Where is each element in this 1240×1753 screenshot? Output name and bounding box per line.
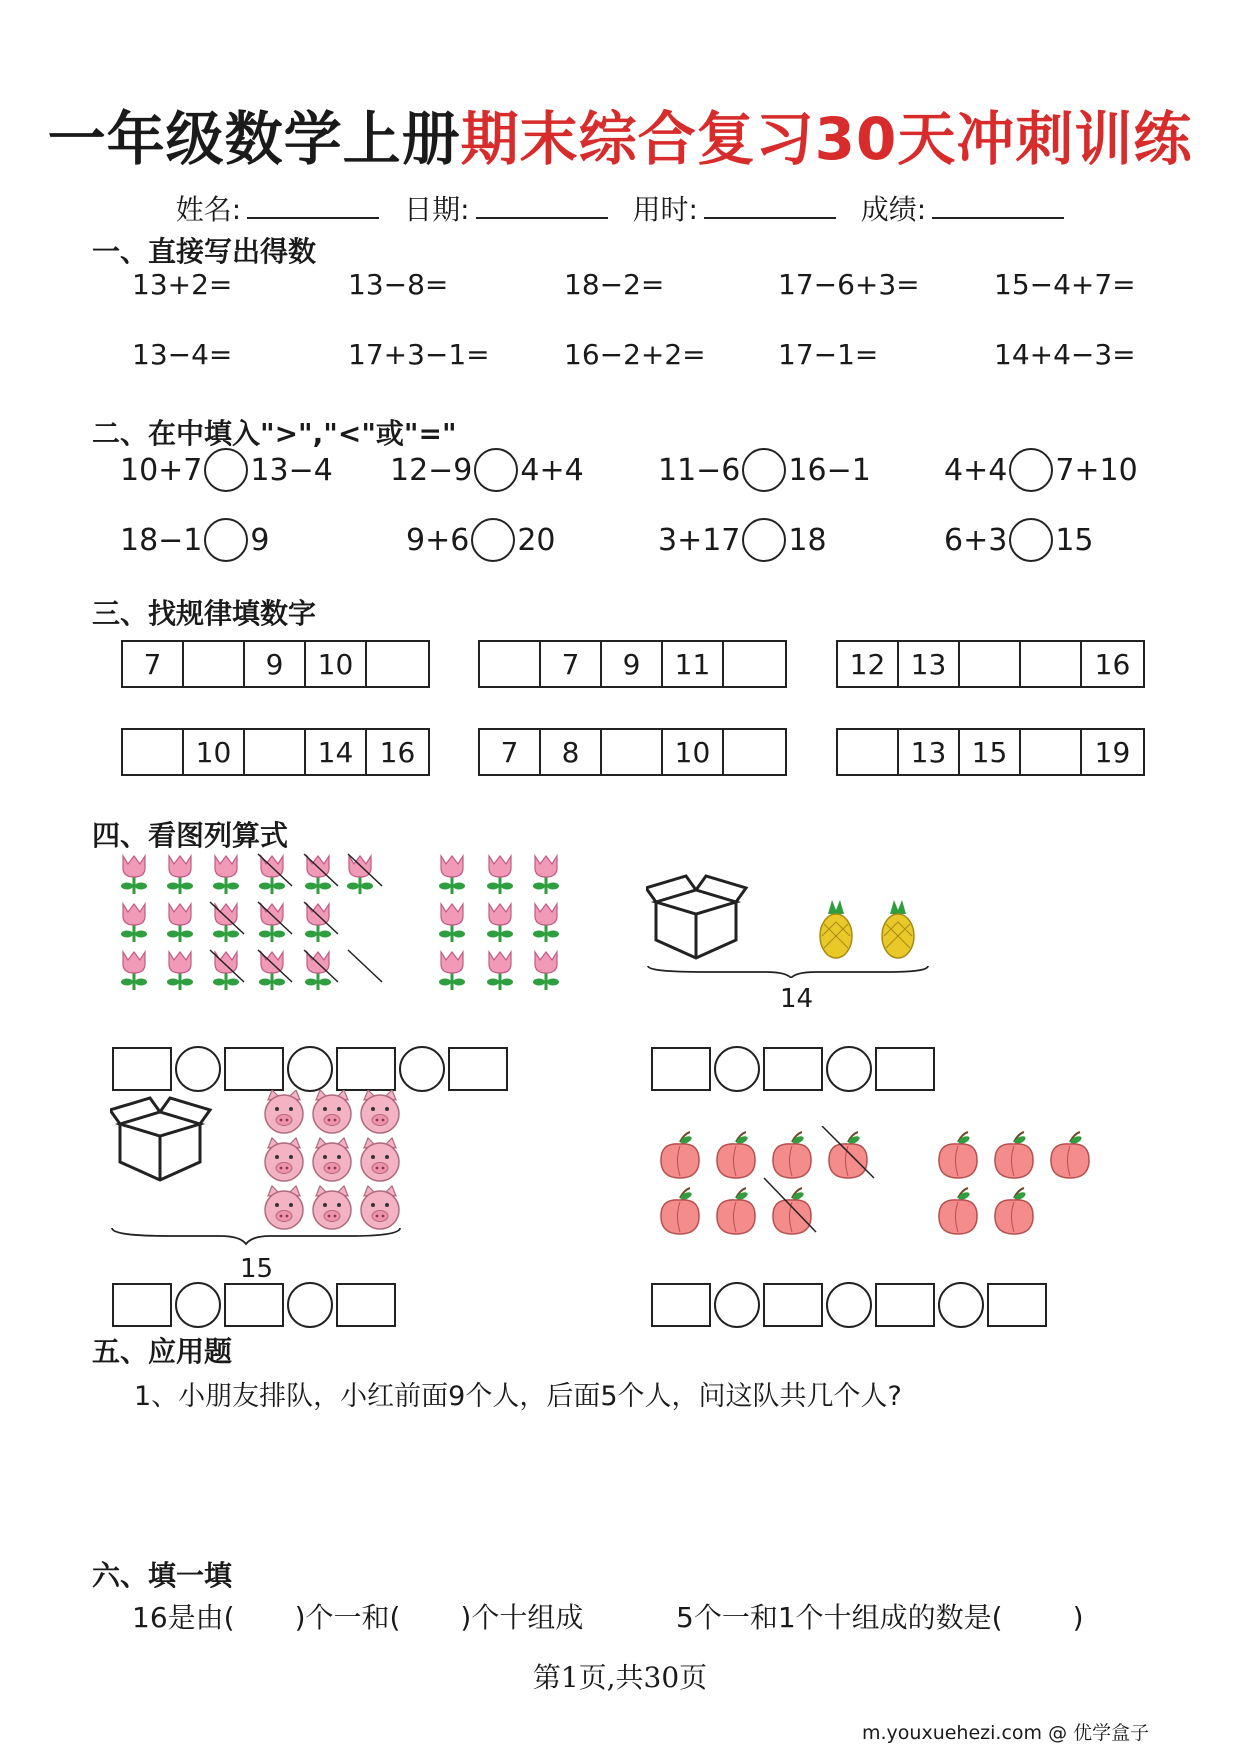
answer-box[interactable] — [224, 1283, 284, 1327]
expr-2-1: 13−4= — [132, 338, 233, 371]
sequence-cell[interactable]: 19 — [1094, 735, 1131, 769]
compare-circle[interactable] — [474, 448, 518, 492]
compare-1-2: 12−9 4+4 — [390, 448, 584, 492]
score-blank[interactable] — [932, 193, 1064, 219]
section6-heading: 六、填一填 — [92, 1559, 233, 1592]
sequence-cell[interactable]: 13 — [899, 730, 960, 774]
flower-icon — [347, 856, 373, 894]
name-blank[interactable] — [247, 193, 379, 219]
compare-2-1: 18−1 9 — [120, 518, 270, 562]
sequence-3 — [836, 640, 1145, 688]
date-field[interactable] — [404, 188, 607, 228]
sequence-cell[interactable]: 10 — [184, 730, 245, 774]
date-label: 日期: — [404, 193, 470, 226]
sequence-cell[interactable]: 13 — [899, 642, 960, 686]
expr-1-3: 18−2= — [564, 268, 665, 301]
operator-circle[interactable] — [714, 1046, 760, 1092]
sequence-cell[interactable] — [602, 730, 663, 774]
section5-heading: 五、应用题 — [92, 1335, 233, 1368]
flower-group-left — [121, 856, 373, 990]
brace-total-1: 14 — [780, 984, 814, 1014]
compare-circle[interactable] — [471, 518, 515, 562]
peach-icon — [773, 1188, 811, 1234]
score-label: 成绩: — [860, 193, 927, 226]
peaches-picture — [650, 1126, 1110, 1256]
title-red: 期末综合复习30天冲刺训练 — [460, 105, 1193, 173]
flower-icon — [121, 952, 147, 990]
flower-icon — [533, 904, 559, 942]
pig-icon — [313, 1186, 351, 1229]
section4-heading: 四、看图列算式 — [92, 819, 289, 852]
box-icon — [110, 1098, 210, 1180]
pig-icon — [361, 1186, 399, 1229]
watermark: m.youxuehezi.com @ 优学盒子 — [862, 1722, 1150, 1744]
operator-circle[interactable] — [826, 1046, 872, 1092]
answer-box[interactable] — [651, 1047, 711, 1091]
page-number: 第1页,共30页 — [532, 1661, 708, 1694]
compare-2-4: 6+3 15 — [944, 518, 1094, 562]
compare-2-2: 9+6 20 — [406, 518, 556, 562]
sequence-4 — [121, 728, 430, 776]
flower-icon — [487, 952, 513, 990]
answer-box[interactable] — [763, 1047, 823, 1091]
answer-box[interactable] — [651, 1283, 711, 1327]
box-icon — [646, 876, 746, 958]
compare-circle[interactable] — [742, 448, 786, 492]
peach-icon — [995, 1188, 1033, 1234]
sequence-cell[interactable]: 7 — [480, 730, 541, 774]
box-pineapple-picture — [646, 868, 946, 978]
sequence-1 — [121, 640, 430, 688]
answer-box[interactable] — [987, 1283, 1047, 1327]
pig-icon — [313, 1090, 351, 1133]
sequence-cell[interactable]: 8 — [541, 730, 602, 774]
sequence-cell[interactable] — [838, 730, 899, 774]
fill-blank-2: 5个一和1个十组成的数是( ) — [676, 1601, 1084, 1634]
sequence-cell[interactable] — [724, 642, 785, 686]
time-field[interactable] — [632, 188, 835, 228]
flower-icon — [121, 856, 147, 894]
sequence-cell[interactable] — [960, 642, 1021, 686]
sequence-cell[interactable] — [1021, 730, 1082, 774]
sequence-cell[interactable]: 16 — [1094, 647, 1131, 681]
compare-1-1: 10+7 13−4 — [120, 448, 333, 492]
score-field[interactable] — [861, 188, 1064, 228]
operator-circle[interactable] — [175, 1046, 221, 1092]
sequence-5 — [478, 728, 787, 776]
sequence-2 — [478, 640, 787, 688]
expr-2-3: 16−2+2= — [564, 338, 706, 371]
peach-icon — [995, 1132, 1033, 1178]
sequence-cell[interactable]: 9 — [602, 642, 663, 686]
date-blank[interactable] — [476, 193, 608, 219]
flower-icon — [487, 856, 513, 894]
pig-icon — [265, 1090, 303, 1133]
brace-2-svg — [110, 1226, 410, 1256]
peach-icon — [661, 1132, 699, 1178]
sequence-cell[interactable] — [367, 642, 428, 686]
student-info-row — [0, 188, 1240, 228]
sequence-6 — [836, 728, 1145, 776]
section2-heading: 二、在中填入">","<"或"=" — [92, 417, 457, 450]
time-blank[interactable] — [704, 193, 836, 219]
operator-circle[interactable] — [938, 1282, 984, 1328]
sequence-cell[interactable]: 11 — [663, 642, 724, 686]
time-label: 用时: — [632, 193, 698, 226]
expr-2-4: 17−1= — [778, 338, 879, 371]
compare-circle[interactable] — [204, 518, 248, 562]
flower-icon — [439, 904, 465, 942]
operator-circle[interactable] — [714, 1282, 760, 1328]
compare-1-4: 4+4 7+10 — [944, 448, 1138, 492]
expr-1-1: 13+2= — [132, 268, 233, 301]
answer-row-box-pigs — [112, 1282, 396, 1328]
expr-1-2: 13−8= — [348, 268, 449, 301]
peach-icon — [939, 1188, 977, 1234]
sequence-cell[interactable]: 16 — [379, 735, 416, 769]
answer-box[interactable] — [224, 1047, 284, 1091]
pig-icon — [361, 1090, 399, 1133]
sequence-cell[interactable]: 9 — [245, 642, 306, 686]
peach-icon — [717, 1132, 755, 1178]
peach-icon — [1051, 1132, 1089, 1178]
flower-icon — [487, 904, 513, 942]
pig-icon — [265, 1138, 303, 1181]
operator-circle[interactable] — [399, 1046, 445, 1092]
compare-circle[interactable] — [1009, 448, 1053, 492]
flower-icon — [167, 856, 193, 894]
peach-icon — [773, 1132, 811, 1178]
answer-box[interactable] — [875, 1283, 935, 1327]
answer-box[interactable] — [112, 1047, 172, 1091]
answer-box[interactable] — [112, 1283, 172, 1327]
operator-circle[interactable] — [287, 1046, 333, 1092]
word-problem-1: 1、小朋友排队，小红前面9个人，后面5个人，问这队共几个人? — [134, 1381, 902, 1412]
sequence-cell[interactable] — [245, 730, 306, 774]
expr-1-4: 17−6+3= — [778, 268, 920, 301]
answer-box[interactable] — [336, 1047, 396, 1091]
name-label: 姓名: — [175, 193, 242, 226]
sequence-cell[interactable]: 10 — [306, 642, 367, 686]
sequence-cell[interactable] — [480, 642, 541, 686]
answer-box[interactable] — [448, 1047, 508, 1091]
flower-icon — [213, 856, 239, 894]
flower-icon — [167, 952, 193, 990]
flower-icon — [213, 904, 239, 942]
answer-row-box-pineapple — [651, 1046, 935, 1092]
brace-icon — [112, 1228, 400, 1244]
compare-2-3: 3+17 18 — [658, 518, 827, 562]
name-field[interactable] — [176, 188, 379, 228]
operator-circle[interactable] — [826, 1282, 872, 1328]
sequence-cell[interactable]: 12 — [838, 642, 899, 686]
section3-heading: 三、找规律填数字 — [92, 597, 317, 630]
flower-icon — [533, 856, 559, 894]
flower-icon — [167, 904, 193, 942]
answer-box[interactable] — [336, 1283, 396, 1327]
peach-icon — [939, 1132, 977, 1178]
answer-row-peaches — [651, 1282, 1047, 1328]
sequence-cell[interactable] — [123, 730, 184, 774]
brace-icon — [648, 966, 928, 978]
peach-icon — [661, 1188, 699, 1234]
pig-icon — [265, 1186, 303, 1229]
sequence-cell[interactable] — [724, 730, 785, 774]
sequence-cell[interactable] — [184, 642, 245, 686]
answer-row-flowers — [112, 1046, 508, 1092]
flower-icon — [121, 904, 147, 942]
compare-circle[interactable] — [204, 448, 248, 492]
pineapple-icon — [882, 900, 914, 958]
title-black: 一年级数学上册 — [47, 105, 461, 173]
answer-box[interactable] — [875, 1047, 935, 1091]
flower-group-right — [439, 856, 559, 990]
flowers-picture — [110, 850, 570, 1000]
pig-icon — [361, 1138, 399, 1181]
flower-icon — [439, 952, 465, 990]
sequence-cell[interactable]: 10 — [663, 730, 724, 774]
brace-total-2: 15 — [240, 1254, 274, 1284]
expr-1-5: 15−4+7= — [994, 268, 1136, 301]
peach-icon — [717, 1188, 755, 1234]
compare-circle[interactable] — [742, 518, 786, 562]
sequence-cell[interactable]: 7 — [123, 642, 184, 686]
pineapple-icon — [820, 900, 852, 958]
fill-blank-1: 16是由( )个一和( )个十组成 — [132, 1601, 584, 1634]
sequence-cell[interactable]: 15 — [960, 730, 1021, 774]
expr-2-5: 14+4−3= — [994, 338, 1136, 371]
sequence-cell[interactable]: 7 — [541, 642, 602, 686]
compare-circle[interactable] — [1009, 518, 1053, 562]
flower-icon — [213, 952, 239, 990]
answer-box[interactable] — [763, 1283, 823, 1327]
expr-2-2: 17+3−1= — [348, 338, 490, 371]
section1-heading: 一、直接写出得数 — [92, 235, 317, 268]
sequence-cell[interactable] — [1021, 642, 1082, 686]
compare-1-3: 11−6 16−1 — [658, 448, 871, 492]
flower-icon — [439, 856, 465, 894]
sequence-cell[interactable]: 14 — [306, 730, 367, 774]
operator-circle[interactable] — [175, 1282, 221, 1328]
pig-icon — [313, 1138, 351, 1181]
page-title — [0, 92, 1240, 176]
flower-icon — [533, 952, 559, 990]
operator-circle[interactable] — [287, 1282, 333, 1328]
